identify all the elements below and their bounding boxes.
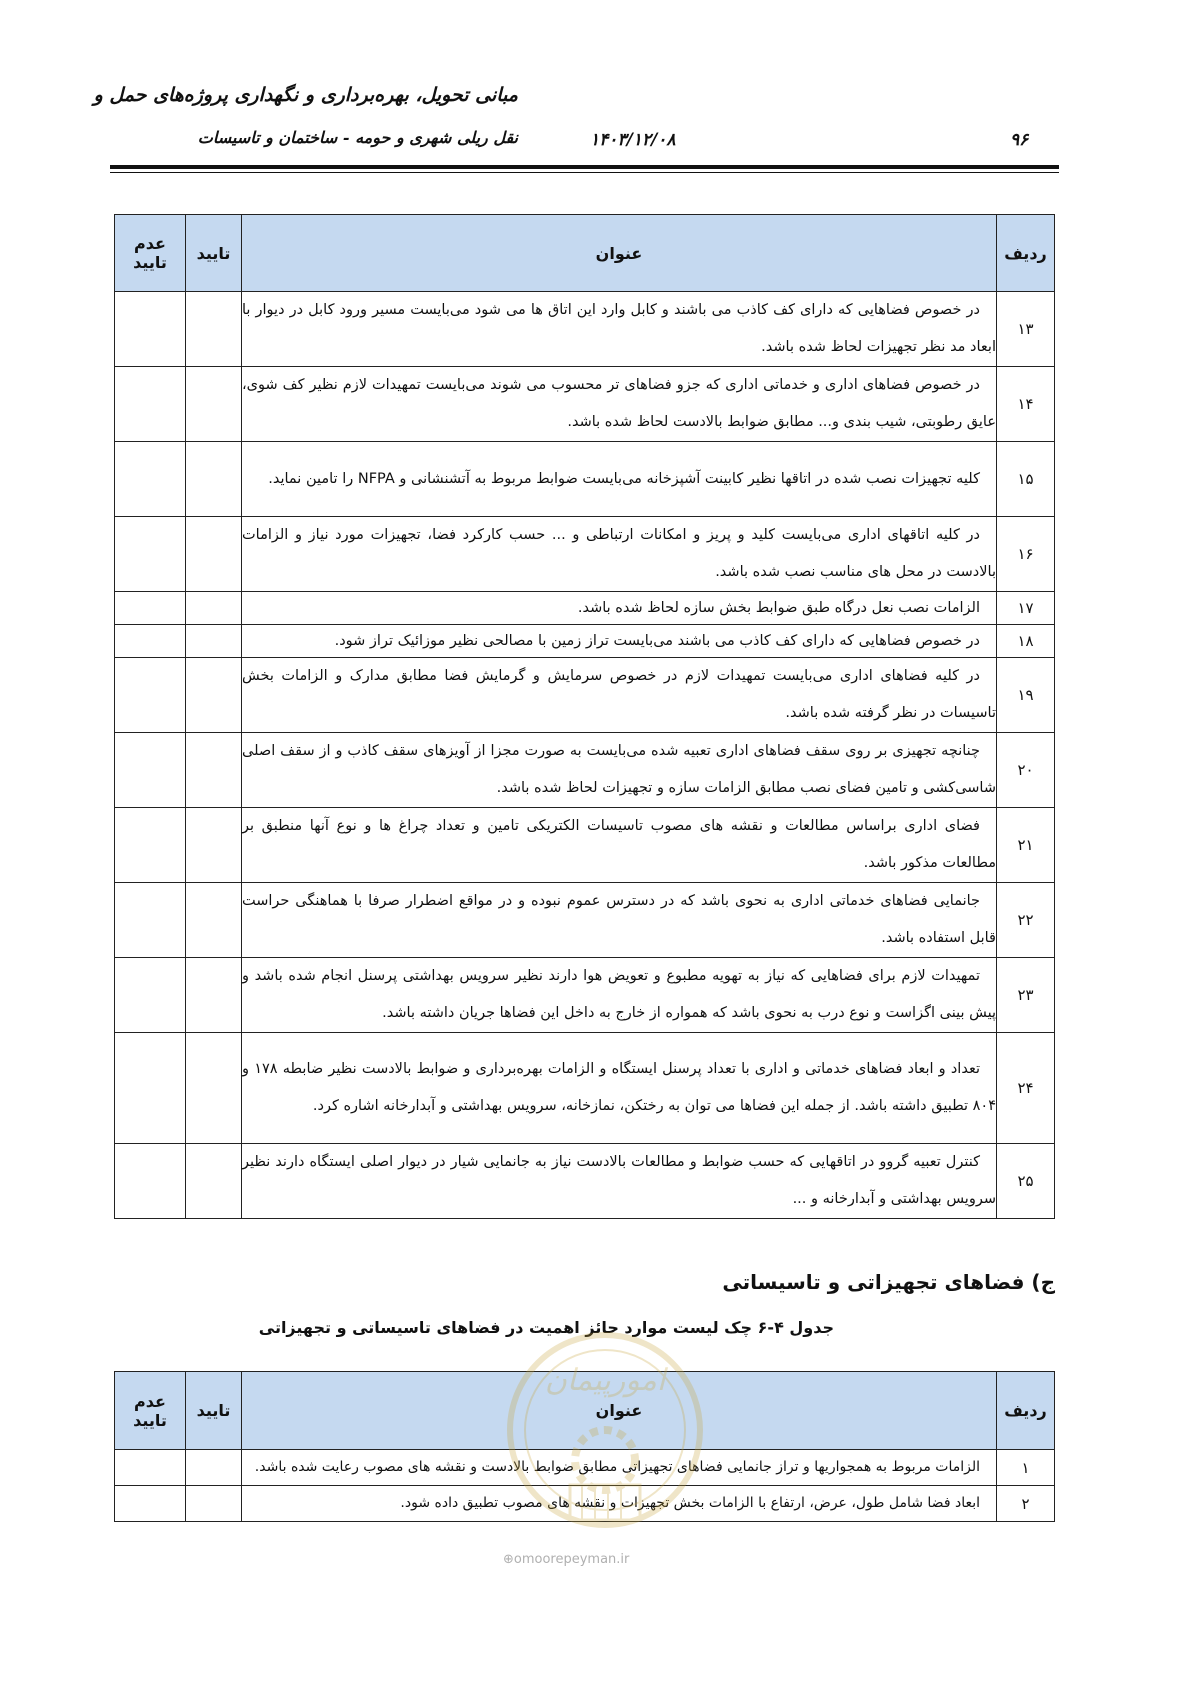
table-row — [115, 1450, 1055, 1486]
row-number: ۱ — [997, 1450, 1055, 1486]
row-number: ۲۲ — [997, 883, 1055, 958]
table-row — [115, 733, 1055, 808]
watermark-url: ⊕omoorepeyman.ir — [503, 1552, 630, 1567]
table-row — [115, 367, 1055, 442]
not-approve-cell[interactable] — [115, 625, 186, 658]
checklist-table-2 — [114, 1371, 1055, 1522]
not-approve-cell[interactable] — [115, 1033, 186, 1144]
header-title-line2: نقل ریلی شهری و حومه - ساختمان و تاسیسات — [197, 128, 518, 147]
header-row-number: ردیف — [997, 1372, 1055, 1450]
table-header-row — [115, 1372, 1055, 1450]
table-row — [115, 1144, 1055, 1219]
approve-cell[interactable] — [186, 442, 242, 517]
approve-cell[interactable] — [186, 592, 242, 625]
row-text: چنانچه تجهیزی بر روی سقف فضاهای اداری تعبیه شده می‌بایست به صورت مجزا از آویزهای سقف کاذب و از سقف اصلی شاسی‌کشی و تامین فضای نصب مطابق الزامات سازه و تجهیزات لحاظ شده باشد. — [242, 733, 997, 808]
not-approve-cell[interactable] — [115, 883, 186, 958]
row-text: فضای اداری براساس مطالعات و نقشه های مصوب تاسیسات الکتریکی تامین و تعداد چراغ ها و نوع آنها منطبق بر مطالعات مذکور باشد. — [242, 808, 997, 883]
header-not-approve: عدم تایید — [115, 1372, 186, 1450]
row-text: جانمایی فضاهای خدماتی اداری به نحوی باشد که در دسترس عموم نبوده و در مواقع اضطرار صرفا با هماهنگی حراست قابل استفاده باشد. — [242, 883, 997, 958]
not-approve-cell[interactable] — [115, 958, 186, 1033]
row-text: تمهیدات لازم برای فضاهایی که نیاز به تهویه مطبوع و تعویض هوا دارند نظیر سرویس بهداشتی پرسنل انجام شده باشد و پیش بینی اگزاست و نوع درب به نحوی باشد که همواره از خارج به داخل این فضاها جریان داشته باشد. — [242, 958, 997, 1033]
row-text: در کلیه اتاقهای اداری می‌بایست کلید و پریز و امکانات ارتباطی و ... حسب کارکرد فضا، تجهیزات مورد نیاز و الزامات بالادست در محل های مناسب نصب شده باشد. — [242, 517, 997, 592]
approve-cell[interactable] — [186, 958, 242, 1033]
table-row — [115, 517, 1055, 592]
approve-cell[interactable] — [186, 658, 242, 733]
header-title: عنوان — [242, 1372, 997, 1450]
row-text: در خصوص فضاهایی که دارای کف کاذب می باشند می‌بایست تراز زمین با مصالحی نظیر موزائیک تراز شود. — [242, 625, 997, 658]
row-text: در کلیه فضاهای اداری می‌بایست تمهیدات لازم در خصوص سرمایش و گرمایش فضا مطابق مدارک و الزامات بخش تاسیسات در نظر گرفته شده باشد. — [242, 658, 997, 733]
row-text: الزامات نصب نعل درگاه طبق ضوابط بخش سازه لحاظ شده باشد. — [242, 592, 997, 625]
not-approve-cell[interactable] — [115, 1144, 186, 1219]
row-number: ۱۸ — [997, 625, 1055, 658]
row-number: ۱۶ — [997, 517, 1055, 592]
header-title-line1: مبانی تحویل، بهره‌برداری و نگهداری پروژه‌های حمل و — [93, 84, 518, 106]
row-text: در خصوص فضاهایی که دارای کف کاذب می باشند و کابل وارد این اتاق ها می شود می‌بایست مسیر ورود کابل در دیوار با ابعاد مد نظر تجهیزات لحاظ شده باشد. — [242, 292, 997, 367]
row-text: در خصوص فضاهای اداری و خدماتی اداری که جزو فضاهای تر محسوب می شوند می‌بایست تمهیدات لازم نظیر کف شوی، عایق رطوبتی، شیب بندی و... مطابق ضوابط بالادست لحاظ شده باشد. — [242, 367, 997, 442]
row-number: ۱۳ — [997, 292, 1055, 367]
table-row — [115, 625, 1055, 658]
table-row — [115, 442, 1055, 517]
page-number: ۹۶ — [1010, 130, 1029, 150]
not-approve-cell[interactable] — [115, 592, 186, 625]
not-approve-cell[interactable] — [115, 733, 186, 808]
not-approve-cell[interactable] — [115, 1486, 186, 1522]
not-approve-cell[interactable] — [115, 658, 186, 733]
table-row — [115, 1033, 1055, 1144]
approve-cell[interactable] — [186, 1144, 242, 1219]
row-text: الزامات مربوط به همجواریها و تراز جانمایی فضاهای تجهیزاتی مطابق ضوابط بالادست و نقشه های مصوب رعایت شده باشد. — [242, 1450, 997, 1486]
table-row — [115, 808, 1055, 883]
row-number: ۱۷ — [997, 592, 1055, 625]
table-row — [115, 958, 1055, 1033]
header-title: عنوان — [242, 215, 997, 292]
page-header — [0, 0, 1191, 180]
row-text: کنترل تعبیه گروو در اتاقهایی که حسب ضوابط و مطالعات بالادست نیاز به جانمایی شیار در دیوار اصلی ایستگاه دارند نظیر سرویس بهداشتی و آبدارخانه و ... — [242, 1144, 997, 1219]
row-number: ۲۱ — [997, 808, 1055, 883]
row-number: ۲۳ — [997, 958, 1055, 1033]
row-text: ابعاد فضا شامل طول، عرض، ارتفاع با الزامات بخش تجهیزات و نقشه های مصوب تطبیق داده شود. — [242, 1486, 997, 1522]
row-text: کلیه تجهیزات نصب شده در اتاقها نظیر کابینت آشپزخانه می‌بایست ضوابط مربوط به آتشنشانی و NFPA را تامین نماید. — [242, 442, 997, 517]
row-number: ۱۹ — [997, 658, 1055, 733]
header-not-approve: عدم تایید — [115, 215, 186, 292]
table-caption: جدول ۴-۶ چک لیست موارد حائز اهمیت در فضاهای تاسیساتی و تجهیزاتی — [258, 1318, 834, 1337]
checklist-table-1 — [114, 214, 1055, 1219]
approve-cell[interactable] — [186, 292, 242, 367]
section-title: ج) فضاهای تجهیزاتی و تاسیساتی — [722, 1270, 1055, 1294]
approve-cell[interactable] — [186, 808, 242, 883]
header-approve: تایید — [186, 1372, 242, 1450]
table-header-row — [115, 215, 1055, 292]
header-rule-thin — [110, 172, 1059, 173]
approve-cell[interactable] — [186, 517, 242, 592]
row-number: ۱۴ — [997, 367, 1055, 442]
not-approve-cell[interactable] — [115, 1450, 186, 1486]
row-number: ۲ — [997, 1486, 1055, 1522]
approve-cell[interactable] — [186, 733, 242, 808]
row-number: ۱۵ — [997, 442, 1055, 517]
row-text: تعداد و ابعاد فضاهای خدماتی و اداری با تعداد پرسنل ایستگاه و الزامات بهره‌برداری و ضوابط بالادست نظیر ضابطه ۱۷۸ و ۸۰۴ تطبیق داشته باشد. از جمله این فضاها می توان به رختکن، نمازخانه، سرویس بهداشتی و آبدارخانه اشاره کرد. — [242, 1033, 997, 1144]
row-number: ۲۴ — [997, 1033, 1055, 1144]
header-rule-thick — [110, 165, 1059, 169]
row-number: ۲۵ — [997, 1144, 1055, 1219]
table-row — [115, 292, 1055, 367]
header-approve: تایید — [186, 215, 242, 292]
not-approve-cell[interactable] — [115, 442, 186, 517]
svg-text:امورپیمان: امورپیمان — [544, 1363, 666, 1398]
row-number: ۲۰ — [997, 733, 1055, 808]
approve-cell[interactable] — [186, 883, 242, 958]
approve-cell[interactable] — [186, 1450, 242, 1486]
header-date: ۱۴۰۳/۱۲/۰۸ — [590, 130, 676, 150]
header-row-number: ردیف — [997, 215, 1055, 292]
approve-cell[interactable] — [186, 1033, 242, 1144]
table-row — [115, 658, 1055, 733]
not-approve-cell[interactable] — [115, 808, 186, 883]
table-row — [115, 592, 1055, 625]
not-approve-cell[interactable] — [115, 367, 186, 442]
approve-cell[interactable] — [186, 625, 242, 658]
not-approve-cell[interactable] — [115, 517, 186, 592]
table-row — [115, 1486, 1055, 1522]
table-row — [115, 883, 1055, 958]
approve-cell[interactable] — [186, 1486, 242, 1522]
not-approve-cell[interactable] — [115, 292, 186, 367]
approve-cell[interactable] — [186, 367, 242, 442]
